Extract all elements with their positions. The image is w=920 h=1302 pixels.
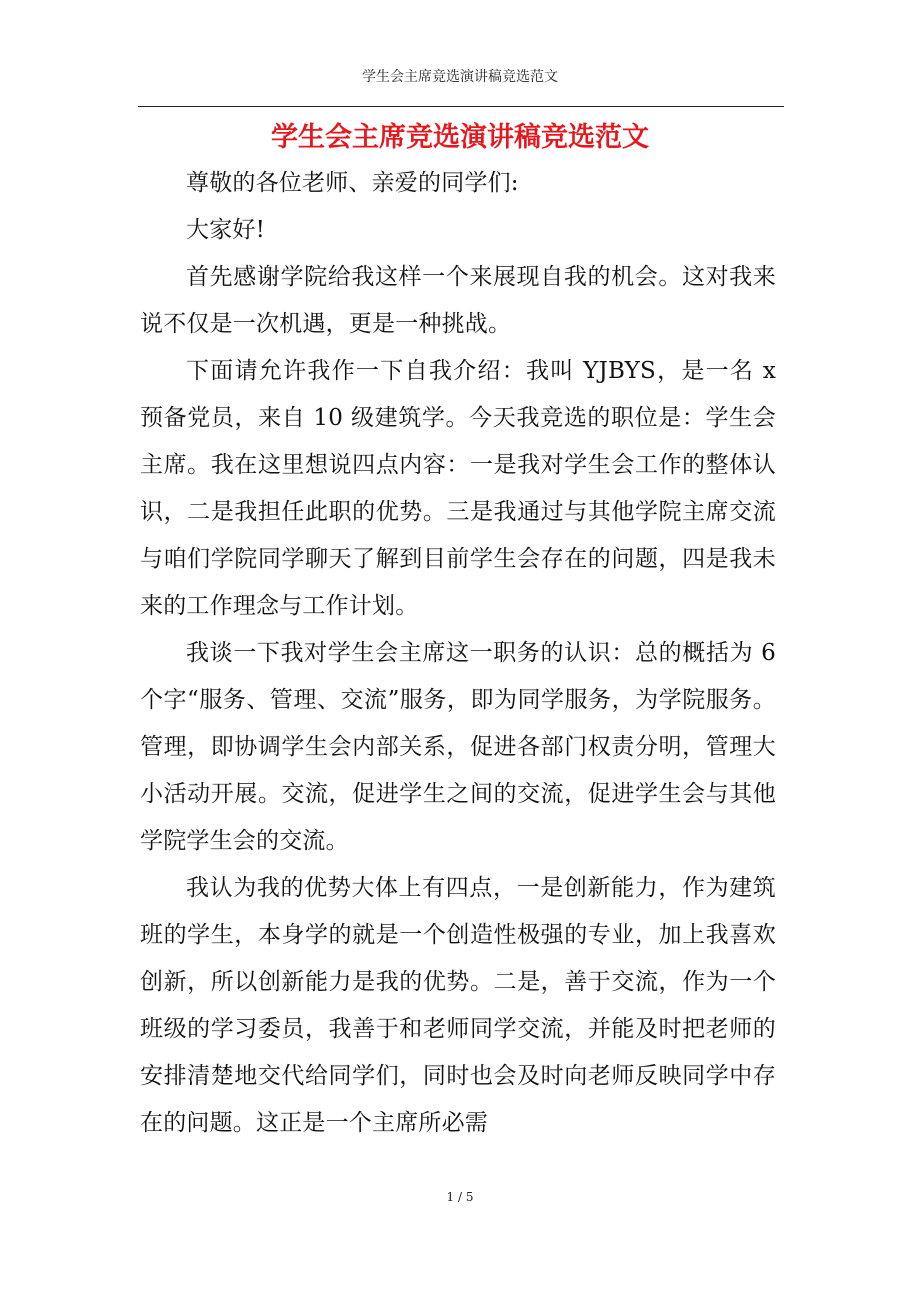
body-paragraph: 首先感谢学院给我这样一个来展现自我的机会。这对我来说不仅是一次机遇，更是一种挑战。: [140, 264, 776, 337]
greeting-paragraph: 大家好!: [186, 217, 266, 243]
header-divider: [138, 106, 784, 107]
body-paragraph: 我认为我的优势大体上有四点，一是创新能力，作为建筑班的学生，本身学的就是一个创造性极强的专业，加上我喜欢创新，所以创新能力是我的优势。二是，善于交流，作为一个班级的学习委员，我善于和老师同学交流，并能及时把老师的安排清楚地交代给同学们，同时也会及时向老师反映同学中存在的问题。这正是一个主席所必需: [140, 875, 776, 1136]
document-body: [140, 160, 776, 1147]
salutation-paragraph: 尊敬的各位老师、亲爱的同学们:: [186, 170, 519, 196]
running-header: 学生会主席竞选演讲稿竞选范文: [362, 69, 558, 85]
body-paragraph: 我谈一下我对学生会主席这一职务的认识：总的概括为 6 个字“服务、管理、交流”服务，即为同学服务，为学院服务。管理，即协调学生会内部关系，促进各部门权责分明，管理大小活动开展。交流，促进学生之间的交流，促进学生会与其他学院学生会的交流。: [140, 640, 776, 854]
body-paragraph: 下面请允许我作一下自我介绍：我叫 YJBYS，是一名 x 预备党员，来自 10 级建筑学。今天我竞选的职位是：学生会主席。我在这里想说四点内容：一是我对学生会工作的整体认识，二是我担任此职的优势。三是我通过与其他学院主席交流与咱们学院同学聊天了解到目前学生会存在的问题，四是我未来的工作理念与工作计划。: [140, 358, 776, 619]
document-title: 学生会主席竞选演讲稿竞选范文: [271, 122, 649, 153]
page-number: 1 / 5: [446, 1190, 474, 1204]
